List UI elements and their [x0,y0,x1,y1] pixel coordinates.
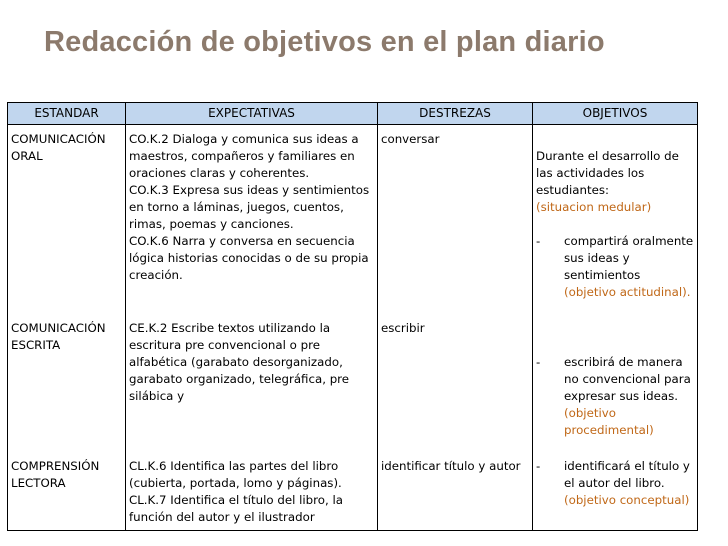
table-row [8,125,698,302]
skills-cell [378,301,533,439]
header-objetivos: OBJETIVOS [533,103,698,125]
objective-text: compartirá oralmente sus ideas y sentimientos [564,234,694,282]
skills-cell [378,125,533,302]
header-estandar: ESTANDAR [8,103,126,125]
objective-item [536,354,694,439]
objectives-cell [533,125,698,302]
skill-conversar: conversar [381,132,440,146]
standard-escrita: COMUNICACIÓN ESCRITA [11,321,106,352]
table-row [8,439,698,531]
dash-bullet: - [536,459,541,473]
objective-text: identificará el título y el autor del libro. [564,459,690,490]
expectation-cl-k6: CL.K.6 Identifica las partes del libro (cubierta, portada, lomo y páginas). [129,459,342,490]
objective-item [536,458,694,509]
expectation-cl-k7: CL.K.7 Identifica el título del libro, la función del autor y el ilustrador [129,493,343,524]
standard-cell [8,125,126,302]
objectives-intro: Durante el desarrollo de las actividades los estudiantes: [536,149,679,197]
objectives-intro-note: (situacion medular) [536,200,652,214]
table-row [8,301,698,439]
objective-note: (objetivo conceptual) [564,493,690,507]
expectation-ce-k2: CE.K.2 Escribe textos utilizando la escritura pre convencional o pre alfabética (garabato desorganizado, garabato organizado, telegráfica, pre silábica y [129,321,350,403]
objective-note: (objetivo procedimental) [564,406,654,437]
standard-cell [8,439,126,531]
skill-identificar: identificar título y autor [381,459,521,473]
header-expectativas: EXPECTATIVAS [126,103,378,125]
expectations-cell [126,301,378,439]
header-destrezas: DESTREZAS [378,103,533,125]
skills-cell [378,439,533,531]
dash-bullet: - [536,234,541,248]
expectation-co-k2: CO.K.2 Dialoga y comunica sus ideas a maestros, compañeros y familiares en oraciones claras y coherentes. [129,132,359,180]
lesson-plan-table [7,102,698,531]
objectives-cell [533,301,698,439]
standard-cell [8,301,126,439]
dash-bullet: - [536,355,541,369]
standard-oral: COMUNICACIÓN ORAL [11,132,106,163]
objective-item [536,233,694,301]
expectations-cell [126,125,378,302]
standard-lectora: COMPRENSIÓN LECTORA [11,459,100,490]
expectation-co-k6: CO.K.6 Narra y conversa en secuencia lógica historias conocidas o de su propia creación. [129,234,369,282]
objectives-cell [533,439,698,531]
header-row [8,103,698,125]
objective-note: (objetivo actitudinal). [564,285,691,299]
expectations-cell [126,439,378,531]
slide-title: Redacción de objetivos en el plan diario [44,26,605,58]
skill-escribir: escribir [381,321,425,335]
objective-text: escribirá de manera no convencional para expresar sus ideas. [564,355,691,403]
expectation-co-k3: CO.K.3 Expresa sus ideas y sentimientos en torno a láminas, juegos, cuentos, rimas, poemas y canciones. [129,183,370,231]
